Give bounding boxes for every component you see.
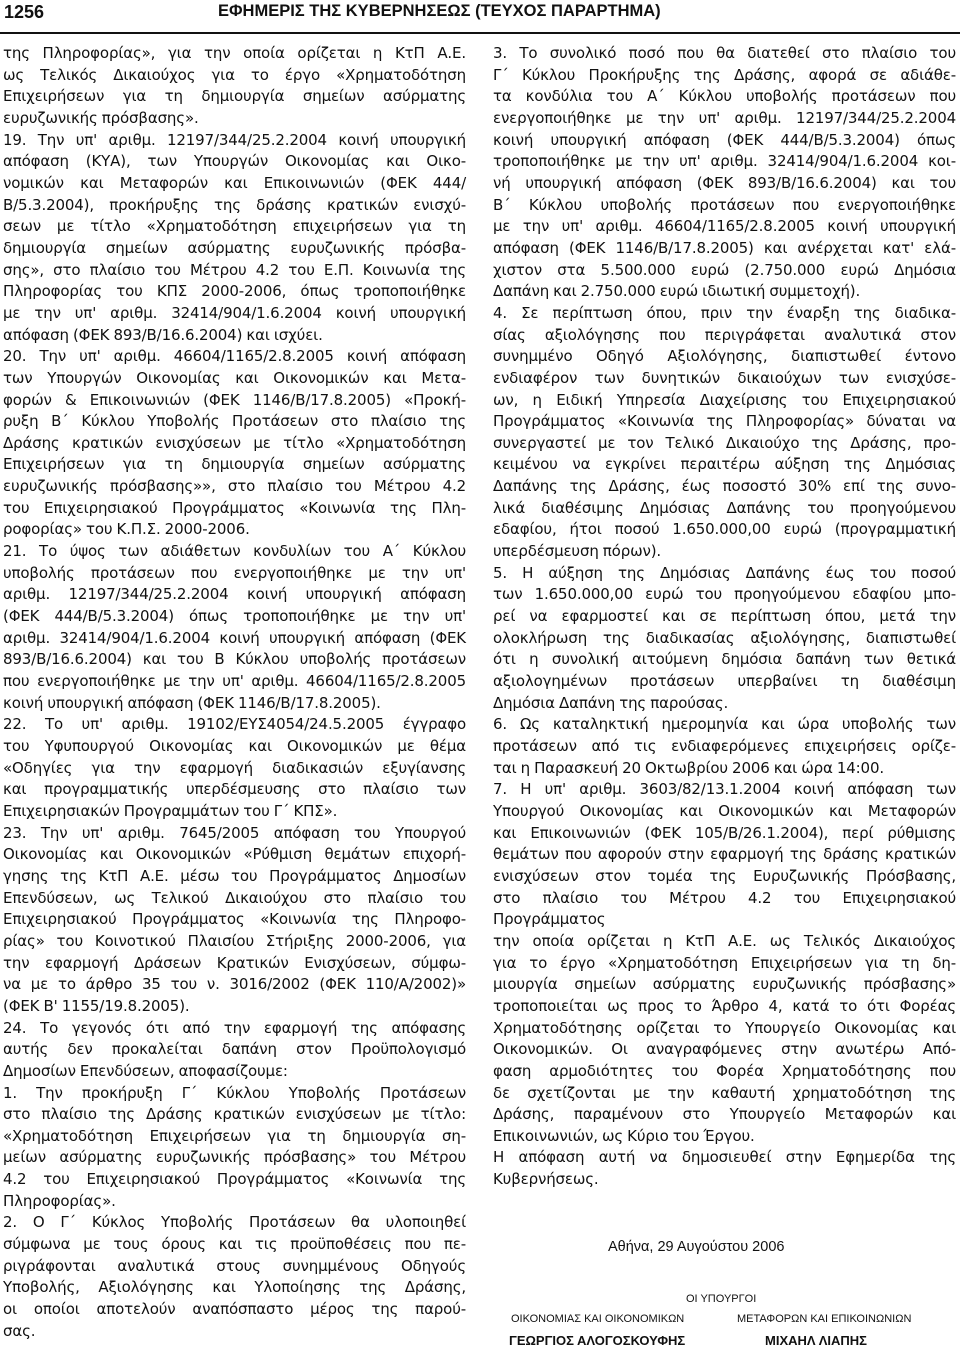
- text-line: να με το άρθρο 35 του ν. 3016/2002 (ΦΕΚ 110/Α/2002)»: [3, 975, 466, 994]
- text-line: κοινή υπουργική απόφαση (ΦΕΚ 444/Β/5.3.2004) όπως: [493, 130, 956, 149]
- text-line: φορών & Επικοινωνιών (ΦΕΚ 1146/Β/17.8.2005) «Προκή-: [3, 390, 466, 409]
- text-line: Β΄ Κύκλου υποβολής προτάσεων που ενεργοποιήθηκε: [493, 195, 956, 214]
- minister-1-title: ΟΙΚΟΝΟΜΙΑΣ ΚΑΙ ΟΙΚΟΝΟΜΙΚΩΝ: [511, 1313, 685, 1325]
- text-line: Δημοσίων Επενδύσεων, αποφασίζουμε:: [3, 1061, 288, 1080]
- text-line: 23. Την υπ' αριθμ. 7645/2005 απόφαση του Υπουργού: [3, 823, 466, 842]
- text-line: γησης της ΚτΠ Α.Ε. μέσω του Προγράμματος Δημοσίων: [3, 866, 466, 885]
- text-line: 5. Η αύξηση της Δημόσιας Δαπάνης έως του ποσού: [493, 563, 956, 582]
- text-line: λικά διαθέσιμης Δημόσιας Δαπάνης του προηγούμενου: [493, 498, 956, 517]
- text-line: μιουργία σημείων ασύρματης ευρυζωνικής πρόσβασης»: [493, 975, 956, 994]
- text-line: ενδιαφέρον των δυνητικών δικαιούχων των ενισχύσε-: [493, 368, 956, 387]
- text-line: των Υπουργών Οικονομίας και Οικονομικών και Μετα-: [3, 368, 466, 387]
- text-line: Δημόσια Δαπάνη της παρούσας.: [493, 693, 729, 712]
- minister-1-signature: ΓΕΩΡΓΙΟΣ ΑΛΟΓΟΣΚΟΥΦΗΣ: [509, 1333, 686, 1348]
- text-line: απόφαση (ΚΥΑ), των Υπουργών Οικονομίας και Οικο-: [3, 152, 466, 171]
- text-line: τροποποιείται ως προς το Άρθρο 4, κατά το ότι Φορέας: [493, 996, 956, 1015]
- text-line: νή υπουργική απόφαση (ΦΕΚ 893/Β/16.6.2004) και του: [493, 173, 956, 192]
- text-line: προτάσεων από τις ενδιαφερόμενες επιχειρήσεις ορίζε-: [493, 737, 956, 755]
- text-line: συνεργαστεί με τον Τελικό Δικαιούχο της Δράσης, προ-: [493, 433, 956, 452]
- text-line: την εφαρμογή Δράσεων Κρατικών Ενισχύσεων, σύμφω-: [3, 953, 466, 972]
- text-line: την οποία ορίζεται η ΚτΠ Α.Ε. ως Τελικός Δικαιούχος: [493, 931, 956, 950]
- text-line: σύμφωνα με τους όρους και τις προϋποθέσεις που πε-: [3, 1235, 466, 1254]
- text-line: Β/5.3.2004), προκήρυξης της δράσης κρατικών ενισχύ-: [3, 195, 466, 214]
- text-line: 3. Το συνολικό ποσό που θα διατεθεί στο πλαίσιο του: [493, 44, 956, 62]
- text-line: σεων με τίτλο «Χρηματοδότηση επιχειρήσεων για τη: [3, 217, 466, 236]
- text-line: ευρυζωνικής πρόσβασης».: [3, 108, 199, 127]
- text-line: αριθμ. 32414/904/1.6.2004 κοινή υπουργική απόφαση (ΦΕΚ: [3, 628, 466, 647]
- text-line: στο πλαίσιο του Μέτρου 4.2 του Επιχειρησιακού Προγράμματος: [493, 888, 956, 929]
- text-line: (ΦΕΚ 444/Β/5.3.2004) όπως τροποποιήθηκε με την υπ': [3, 607, 466, 626]
- text-line: ριγράφονται αναλυτικά στους συνημμένους Οδηγούς: [3, 1256, 466, 1275]
- text-line: της Πληροφορίας», για την οποία ορίζεται η ΚτΠ Α.Ε.: [3, 44, 466, 62]
- text-line: 1. Την προκήρυξη Γ΄ Κύκλου Υποβολής Προτάσεων: [3, 1083, 466, 1102]
- ministers-label: ΟΙ ΥΠΟΥΡΓΟΙ: [686, 1293, 757, 1305]
- text-line: νομικών και Μεταφορών και Επικοινωνιών (ΦΕΚ 444/: [3, 173, 466, 192]
- text-line: ρυξη Β΄ Κύκλου Υποβολής Προτάσεων στο πλαίσιο της: [3, 412, 466, 431]
- text-line: ότι η συνολική αιτούμενη δημόσια δαπάνη των θετικά: [493, 650, 956, 669]
- text-line: τα κονδύλια του Α΄ Κύκλου υποβολής προτάσεων που: [493, 87, 956, 106]
- text-line: Κυβερνήσεως.: [493, 1170, 599, 1189]
- text-line: 893/Β/16.6.2004) και του Β Κύκλου υποβολής προτάσεων: [3, 650, 466, 669]
- text-line: και προγραμματικής υπερδέσμευσης στο πλαίσιο των: [3, 780, 466, 799]
- text-line: συνημμένο Οδηγό Αξιολόγησης, διαπιστωθεί έντονο: [493, 347, 956, 366]
- text-line: Προγράμματος «Κοινωνία της Πληροφορίας» δύναται να: [493, 412, 956, 431]
- text-line: απόφαση (ΦΕΚ 893/Β/16.6.2004) και ισχύει.: [3, 325, 323, 344]
- text-line: ενισχύσεων στον τομέα της Ευρυζωνικής Πρόσβασης,: [493, 866, 956, 885]
- journal-title: ΕΦΗΜΕΡΙΣ ΤΗΣ ΚΥΒΕΡΝΗΣΕΩΣ (ΤΕΥΧΟΣ ΠΑΡΑΡΤΗΜΑ): [218, 2, 661, 20]
- text-line: ευρυζωνικής πρόσβασης»», στο πλαίσιο του Μέτρου 4.2: [3, 477, 466, 496]
- text-line: χιστον στα 5.500.000 ευρώ (2.750.000 ευρώ Δημόσια: [493, 260, 956, 279]
- text-line: ρίας» του Κοινοτικού Πλαισίου Στήριξης 2000-2006, για: [3, 931, 466, 950]
- text-line: 4.2 του Επιχειρησιακού Προγράμματος «Κοινωνία της: [3, 1170, 466, 1189]
- text-line: 19. Την υπ' αριθμ. 12197/344/25.2.2004 κοινή υπουργική: [3, 130, 466, 149]
- text-line: του Επιχειρησιακού Προγράμματος «Κοινωνία της Πλη-: [3, 498, 466, 517]
- text-line: τροποποιήθηκε με την υπ' αριθμ. 32414/904/1.6.2004 κοι-: [493, 152, 956, 171]
- text-line: αυτής δεν προκαλείται δαπάνη στον Προϋπολογισμό: [3, 1040, 466, 1059]
- text-line: στο πλαίσιο της Δράσης κρατικών ενισχύσεων με τίτλο:: [3, 1105, 466, 1124]
- text-line: ροφορίας» του Κ.Π.Σ. 2000-2006.: [3, 520, 250, 539]
- text-line: σης», στο πλαίσιο του Μέτρου 4.2 του Ε.Π. Κοινωνία της: [3, 260, 466, 279]
- right-column: [493, 43, 956, 1191]
- text-line: Επενδύσεων, ως Τελικού Δικαιούχου στο πλαίσιο του: [3, 888, 466, 907]
- text-line: ολοκλήρωση της διαδικασίας αξιολόγησης, διαπιστωθεί: [493, 628, 956, 647]
- text-line: 24. Το γεγονός ότι από την εφαρμογή της απόφασης: [3, 1018, 466, 1037]
- text-line: Πληροφορίας».: [3, 1191, 116, 1210]
- text-line: «Χρηματοδότηση Επιχειρήσεων για τη δημιουργία ση-: [3, 1126, 466, 1145]
- left-column: [3, 43, 466, 1342]
- text-line: 20. Την υπ' αριθμ. 46604/1165/2.8.2005 κοινή απόφαση: [3, 347, 466, 366]
- date-line: Αθήνα, 29 Αυγούστου 2006: [608, 1239, 785, 1255]
- text-line: Δράσης κρατικών ενισχύσεων με τίτλο «Χρηματοδότηση: [3, 433, 466, 452]
- page-number: 1256: [4, 2, 45, 22]
- text-line: αριθμ. 12197/344/25.2.2004 κοινή υπουργική απόφαση: [3, 585, 466, 604]
- text-line: απόφαση (ΦΕΚ 1146/Β/17.8.2005) και ανέρχεται κατ' ελά-: [493, 238, 956, 257]
- text-line: δημιουργία σημείων ασύρματης ευρυζωνικής πρόσβα-: [3, 238, 466, 257]
- minister-2-signature: ΜΙΧΑΗΛ ΛΙΑΠΗΣ: [765, 1333, 867, 1348]
- text-line: μείων ασύρματης ευρυζωνικής πρόσβασης» του Μέτρου: [3, 1148, 466, 1167]
- text-line: «Οδηγίες για την εφαρμογή διαδικασιών εξυγίανσης: [3, 758, 466, 777]
- text-line: Υπουργού Οικονομίας και Οικονομικών και Μεταφορών: [493, 801, 956, 820]
- text-line: ενεργοποιήθηκε με την υπ' αριθμ. 12197/344/25.2.2004: [493, 108, 956, 127]
- text-line: για το έργο «Χρηματοδότηση Επιχειρήσεων για τη δη-: [493, 953, 956, 972]
- text-line: με την υπ' αριθμ. 32414/904/1.6.2004 κοινή υπουργική: [3, 303, 466, 322]
- text-line: Επικοινωνιών, ως Κύριο του Έργου.: [493, 1126, 755, 1145]
- text-line: 4. Σε περίπτωση όπου, πριν την έναρξη της διαδικα-: [493, 303, 956, 322]
- text-line: (ΦΕΚ Β' 1155/19.8.2005).: [3, 996, 190, 1015]
- text-line: Χρηματοδότησης ορίζεται το Υπουργείο Οικονομίας και: [493, 1018, 956, 1037]
- text-line: υπερδέσμευση πόρων).: [493, 542, 662, 561]
- text-line: Γ΄ Κύκλου Προκήρυξης της Δράσης, αφορά σε αδιάθε-: [493, 65, 956, 84]
- page-header: [0, 0, 960, 30]
- text-line: Επιχειρήσεων για τη δημιουργία σημείων ασύρματης: [3, 455, 466, 474]
- text-line: που ενεργοποιήθηκε με την υπ' αριθμ. 46604/1165/2.8.2005: [3, 672, 466, 691]
- header-rule: [0, 32, 960, 34]
- text-line: Υποβολής, Αξιολόγησης και Υλοποίησης της Δράσης,: [3, 1278, 466, 1297]
- text-line: ων, η Ειδική Υπηρεσία Διαχείρισης του Επιχειρησιακού: [493, 390, 956, 409]
- text-line: Η απόφαση αυτή να δημοσιευθεί στην Εφημερίδα της: [493, 1148, 956, 1167]
- text-line: οι οποίοι αποτελούν αναπόσπαστο μέρος της παρού-: [3, 1300, 466, 1319]
- text-line: υποβολής προτάσεων που ενεργοποιήθηκε με την υπ': [3, 563, 466, 582]
- text-line: φαση αρμοδιότητες του Φορέα Χρηματοδότησης που: [493, 1061, 956, 1080]
- text-line: Δράσης, παραμένουν στο Υπουργείο Μεταφορών και: [493, 1105, 956, 1124]
- minister-2-title: ΜΕΤΑΦΟΡΩΝ ΚΑΙ ΕΠΙΚΟΙΝΩΝΙΩΝ: [737, 1313, 912, 1325]
- text-line: Δαπάνης της Δράσης, έως ποσοστό 30% επί της συνο-: [493, 477, 956, 496]
- text-line: δε σχετίζονται με την καθαυτή χρηματοδότηση της: [493, 1083, 956, 1102]
- text-line: Επιχειρήσεων για τη δημιουργία σημείων ασύρματης: [3, 87, 466, 106]
- text-line: Δαπάνη και 2.750.000 ευρώ ιδιωτική συμμετοχή).: [493, 282, 861, 301]
- text-line: σας.: [3, 1321, 36, 1340]
- text-line: 22. Το υπ' αριθμ. 19102/ΕΥΣ4054/24.5.2005 έγγραφο: [3, 715, 466, 734]
- text-line: ως Τελικός Δικαιούχος για το έργο «Χρηματοδότηση: [3, 65, 466, 84]
- text-line: Οικονομίας και Οικονομικών «Ρύθμιση θεμάτων επιχορή-: [3, 845, 466, 864]
- text-line: ται η Παρασκευή 20 Οκτωβρίου 2006 και ώρα 14:00.: [493, 758, 884, 777]
- text-line: 6. Ως καταληκτική ημερομηνία και ώρα υποβολής των: [493, 715, 956, 734]
- text-line: 2. Ο Γ΄ Κύκλος Υποβολής Προτάσεων θα υλοποιηθεί: [3, 1213, 466, 1232]
- text-line: Επιχειρησιακών Προγραμμάτων του Γ΄ ΚΠΣ».: [3, 801, 338, 820]
- text-line: Πληροφορίας του ΚΠΣ 2000-2006, όπως τροποποιήθηκε: [3, 282, 466, 301]
- text-line: εδαφίου, ήτοι ποσού 1.650.000,00 ευρώ (προγραμματική: [493, 520, 956, 539]
- text-line: του Υφυπουργού Οικονομίας και Οικονομικών με θέμα: [3, 737, 466, 755]
- text-line: σίας αξιολόγησης που περιγράφεται αναλυτικά στον: [493, 325, 956, 344]
- text-line: αξιολογημένων προτάσεων υπερβαίνει τη διαθέσιμη: [493, 672, 956, 691]
- text-line: θεμάτων που αφορούν στην εφαρμογή της δράσης κρατικών: [493, 845, 956, 864]
- text-line: Επιχειρησιακού Προγράμματος «Κοινωνία της Πληροφο-: [3, 910, 466, 929]
- text-line: ρεί να εφαρμοστεί και σε περίπτωση όπου, μετά την: [493, 607, 956, 626]
- text-line: 21. Το ύψος των αδιάθετων κονδυλίων του Α΄ Κύκλου: [3, 542, 466, 561]
- text-line: των 1.650.000,00 ευρώ του προηγούμενου εδαφίου μπο-: [493, 585, 956, 604]
- text-line: με την υπ' αριθμ. 46604/1165/2.8.2005 κοινή υπουργική: [493, 217, 956, 236]
- text-line: 7. Η υπ' αριθμ. 3603/82/13.1.2004 κοινή απόφαση των: [493, 780, 956, 799]
- text-line: κειμένου να εγκρίνει περαιτέρω αύξηση της Δημόσιας: [493, 455, 956, 474]
- text-line: Οικονομικών. Οι αναγραφόμενες στην ανωτέρω Από-: [493, 1040, 956, 1059]
- text-line: κοινή υπουργική απόφαση (ΦΕΚ 1146/Β/17.8.2005).: [3, 693, 381, 712]
- text-line: και Επικοινωνιών (ΦΕΚ 105/Β/26.1.2004), περί ρύθμισης: [493, 823, 956, 842]
